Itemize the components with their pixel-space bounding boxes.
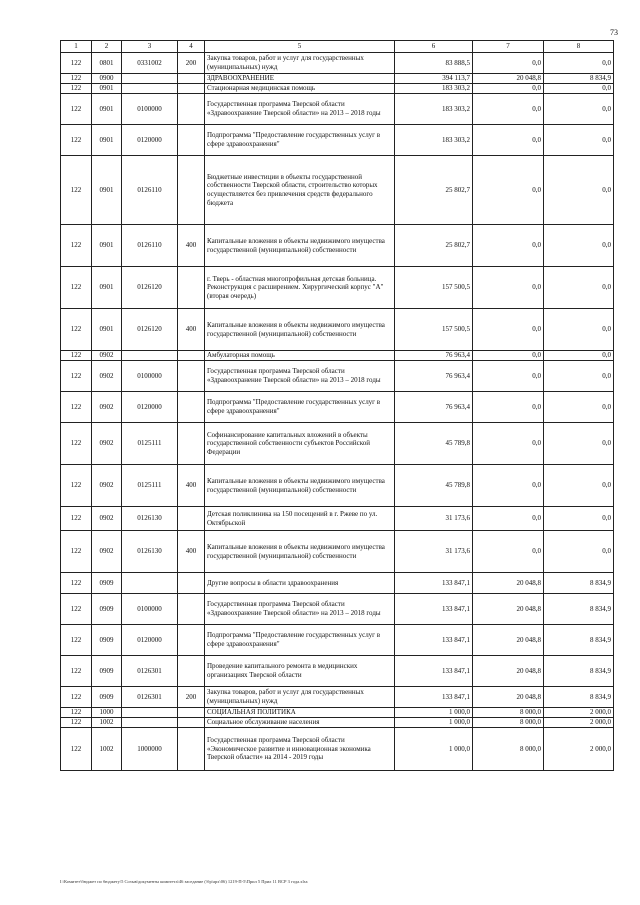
cell-section: 0902 — [92, 392, 122, 423]
table-row — [61, 531, 614, 573]
cell-target-item — [122, 573, 178, 594]
file-path-footer: I:\Комитет\бюджет по бюджету\5 Созыв\документы комитета\46 заседание (\бр\арх\06) 1219-П-5\Прил 5 Прил 11 ВСР 3 года.xlsx — [60, 879, 308, 884]
cell-expense-type — [178, 392, 205, 423]
cell-code: 122 — [61, 125, 92, 156]
cell-amount-8: 0,0 — [544, 225, 614, 267]
cell-section: 0901 — [92, 309, 122, 351]
cell-code: 122 — [61, 94, 92, 125]
table-row — [61, 392, 614, 423]
cell-expense-type — [178, 267, 205, 309]
cell-target-item — [122, 351, 178, 361]
table-row — [61, 74, 614, 84]
cell-section: 0909 — [92, 687, 122, 708]
cell-name: Другие вопросы в области здравоохранения — [205, 573, 395, 594]
cell-amount-7: 20 048,8 — [473, 625, 544, 656]
cell-code: 122 — [61, 267, 92, 309]
table-row — [61, 687, 614, 708]
cell-amount-6: 25 802,7 — [395, 156, 473, 225]
cell-amount-8: 0,0 — [544, 156, 614, 225]
cell-amount-7: 0,0 — [473, 507, 544, 531]
cell-name: г. Тверь - областная многопрофильная детская больница. Реконструкция с расширением. Хирургический корпус "А" (вторая очередь) — [205, 267, 395, 309]
cell-code: 122 — [61, 465, 92, 507]
header-col-1: 1 — [61, 41, 92, 53]
cell-amount-6: 183 303,2 — [395, 94, 473, 125]
cell-amount-7: 20 048,8 — [473, 656, 544, 687]
cell-expense-type — [178, 125, 205, 156]
cell-expense-type — [178, 708, 205, 718]
cell-section: 0901 — [92, 94, 122, 125]
cell-code: 122 — [61, 392, 92, 423]
cell-amount-7: 0,0 — [473, 94, 544, 125]
cell-amount-7: 20 048,8 — [473, 687, 544, 708]
cell-amount-8: 8 834,9 — [544, 594, 614, 625]
cell-expense-type — [178, 361, 205, 392]
cell-target-item: 0125111 — [122, 465, 178, 507]
cell-section: 0902 — [92, 507, 122, 531]
cell-name: Государственная программа Тверской области «Экономическое развитие и инновационная экономика Тверской области» на 2014 - 2019 годы — [205, 728, 395, 771]
cell-target-item: 0126130 — [122, 507, 178, 531]
cell-code: 122 — [61, 156, 92, 225]
cell-amount-6: 183 303,2 — [395, 125, 473, 156]
table-row — [61, 594, 614, 625]
cell-code: 122 — [61, 531, 92, 573]
cell-name: Амбулаторная помощь — [205, 351, 395, 361]
cell-name: Закупка товаров, работ и услуг для государственных (муниципальных) нужд — [205, 687, 395, 708]
cell-expense-type: 400 — [178, 465, 205, 507]
cell-code: 122 — [61, 573, 92, 594]
cell-amount-7: 0,0 — [473, 225, 544, 267]
table-row — [61, 656, 614, 687]
cell-expense-type: 400 — [178, 225, 205, 267]
cell-amount-8: 0,0 — [544, 423, 614, 465]
cell-target-item: 0126301 — [122, 687, 178, 708]
header-col-5: 5 — [205, 41, 395, 53]
cell-section: 0901 — [92, 125, 122, 156]
cell-target-item: 0100000 — [122, 594, 178, 625]
cell-amount-7: 8 000,0 — [473, 728, 544, 771]
cell-section: 0909 — [92, 656, 122, 687]
cell-amount-7: 0,0 — [473, 267, 544, 309]
cell-code: 122 — [61, 423, 92, 465]
table-row — [61, 225, 614, 267]
cell-expense-type: 400 — [178, 309, 205, 351]
cell-amount-6: 157 500,5 — [395, 267, 473, 309]
cell-target-item: 0120000 — [122, 625, 178, 656]
cell-amount-8: 2 000,0 — [544, 708, 614, 718]
cell-amount-7: 0,0 — [473, 125, 544, 156]
cell-amount-7: 0,0 — [473, 351, 544, 361]
cell-section: 0902 — [92, 531, 122, 573]
cell-section: 0902 — [92, 351, 122, 361]
cell-target-item: 0126301 — [122, 656, 178, 687]
cell-name: Государственная программа Тверской области «Здравоохранение Тверской области» на 2013 – 2018 годы — [205, 594, 395, 625]
cell-section: 0909 — [92, 573, 122, 594]
cell-target-item — [122, 84, 178, 94]
cell-amount-7: 8 000,0 — [473, 708, 544, 718]
cell-amount-8: 0,0 — [544, 351, 614, 361]
cell-amount-6: 83 888,5 — [395, 53, 473, 74]
cell-target-item: 0120000 — [122, 392, 178, 423]
table-row — [61, 361, 614, 392]
cell-target-item: 0120000 — [122, 125, 178, 156]
cell-amount-6: 157 500,5 — [395, 309, 473, 351]
cell-name: Капитальные вложения в объекты недвижимого имущества государственной (муниципальной) собственности — [205, 465, 395, 507]
cell-amount-7: 0,0 — [473, 309, 544, 351]
cell-amount-8: 0,0 — [544, 94, 614, 125]
cell-amount-8: 8 834,9 — [544, 656, 614, 687]
cell-amount-7: 20 048,8 — [473, 573, 544, 594]
header-col-2: 2 — [92, 41, 122, 53]
cell-amount-6: 25 802,7 — [395, 225, 473, 267]
cell-amount-7: 0,0 — [473, 53, 544, 74]
cell-amount-8: 8 834,9 — [544, 573, 614, 594]
cell-section: 0900 — [92, 74, 122, 84]
cell-code: 122 — [61, 728, 92, 771]
cell-amount-8: 2 000,0 — [544, 728, 614, 771]
cell-section: 0901 — [92, 267, 122, 309]
cell-amount-8: 0,0 — [544, 465, 614, 507]
table-row — [61, 465, 614, 507]
table-row — [61, 125, 614, 156]
cell-amount-7: 20 048,8 — [473, 594, 544, 625]
cell-amount-7: 0,0 — [473, 361, 544, 392]
header-col-7: 7 — [473, 41, 544, 53]
cell-name: Капитальные вложения в объекты недвижимого имущества государственной (муниципальной) собственности — [205, 225, 395, 267]
table-row — [61, 309, 614, 351]
cell-amount-8: 0,0 — [544, 361, 614, 392]
cell-code: 122 — [61, 708, 92, 718]
header-col-4: 4 — [178, 41, 205, 53]
cell-amount-7: 0,0 — [473, 84, 544, 94]
cell-target-item: 0126120 — [122, 267, 178, 309]
cell-amount-6: 133 847,1 — [395, 656, 473, 687]
cell-amount-6: 1 000,0 — [395, 728, 473, 771]
cell-target-item: 1000000 — [122, 728, 178, 771]
cell-code: 122 — [61, 507, 92, 531]
cell-amount-8: 2 000,0 — [544, 718, 614, 728]
table-row — [61, 156, 614, 225]
cell-name: Государственная программа Тверской области «Здравоохранение Тверской области» на 2013 – 2018 годы — [205, 361, 395, 392]
table-row — [61, 718, 614, 728]
cell-code: 122 — [61, 53, 92, 74]
cell-code: 122 — [61, 351, 92, 361]
cell-amount-8: 0,0 — [544, 531, 614, 573]
cell-name: Капитальные вложения в объекты недвижимого имущества государственной (муниципальной) собственности — [205, 309, 395, 351]
cell-name: Софинансирование капитальных вложений в объекты государственной собственности субъектов Российской Федерации — [205, 423, 395, 465]
cell-target-item: 0126120 — [122, 309, 178, 351]
table-row — [61, 573, 614, 594]
cell-expense-type — [178, 656, 205, 687]
cell-amount-7: 0,0 — [473, 392, 544, 423]
cell-expense-type — [178, 507, 205, 531]
cell-amount-7: 0,0 — [473, 423, 544, 465]
cell-section: 0801 — [92, 53, 122, 74]
cell-amount-6: 31 173,6 — [395, 507, 473, 531]
cell-expense-type: 400 — [178, 531, 205, 573]
cell-expense-type — [178, 718, 205, 728]
cell-target-item — [122, 708, 178, 718]
cell-amount-8: 8 834,9 — [544, 74, 614, 84]
cell-amount-6: 133 847,1 — [395, 625, 473, 656]
cell-amount-6: 76 963,4 — [395, 351, 473, 361]
table-row — [61, 728, 614, 771]
cell-code: 122 — [61, 625, 92, 656]
cell-target-item: 0100000 — [122, 94, 178, 125]
table-row — [61, 625, 614, 656]
cell-amount-8: 0,0 — [544, 84, 614, 94]
cell-target-item — [122, 74, 178, 84]
table-row — [61, 84, 614, 94]
cell-name: СОЦИАЛЬНАЯ ПОЛИТИКА — [205, 708, 395, 718]
cell-amount-8: 0,0 — [544, 507, 614, 531]
cell-amount-6: 394 113,7 — [395, 74, 473, 84]
cell-section: 0901 — [92, 156, 122, 225]
cell-section: 1002 — [92, 728, 122, 771]
cell-section: 0902 — [92, 361, 122, 392]
cell-target-item: 0331002 — [122, 53, 178, 74]
cell-expense-type: 200 — [178, 53, 205, 74]
cell-amount-7: 8 000,0 — [473, 718, 544, 728]
cell-expense-type — [178, 84, 205, 94]
cell-target-item: 0126110 — [122, 156, 178, 225]
header-row — [61, 41, 614, 53]
cell-expense-type — [178, 156, 205, 225]
table-row — [61, 94, 614, 125]
cell-section: 0901 — [92, 225, 122, 267]
cell-section: 0901 — [92, 84, 122, 94]
cell-code: 122 — [61, 84, 92, 94]
cell-amount-6: 76 963,4 — [395, 361, 473, 392]
cell-expense-type: 200 — [178, 687, 205, 708]
cell-amount-8: 8 834,9 — [544, 625, 614, 656]
cell-amount-8: 0,0 — [544, 309, 614, 351]
cell-section: 0902 — [92, 423, 122, 465]
cell-expense-type — [178, 74, 205, 84]
cell-amount-6: 76 963,4 — [395, 392, 473, 423]
table-row — [61, 53, 614, 74]
cell-expense-type — [178, 351, 205, 361]
cell-name: Социальное обслуживание населения — [205, 718, 395, 728]
cell-expense-type — [178, 625, 205, 656]
cell-name: Государственная программа Тверской области «Здравоохранение Тверской области» на 2013 – 2018 годы — [205, 94, 395, 125]
cell-expense-type — [178, 573, 205, 594]
header-col-8: 8 — [544, 41, 614, 53]
cell-code: 122 — [61, 656, 92, 687]
cell-expense-type — [178, 423, 205, 465]
cell-expense-type — [178, 94, 205, 125]
cell-amount-6: 45 789,8 — [395, 465, 473, 507]
page-number: 73 — [610, 28, 618, 37]
cell-section: 0902 — [92, 465, 122, 507]
cell-name: Закупка товаров, работ и услуг для государственных (муниципальных) нужд — [205, 53, 395, 74]
cell-amount-6: 133 847,1 — [395, 687, 473, 708]
cell-amount-6: 1 000,0 — [395, 718, 473, 728]
cell-code: 122 — [61, 594, 92, 625]
cell-amount-8: 0,0 — [544, 53, 614, 74]
cell-code: 122 — [61, 74, 92, 84]
table-row — [61, 708, 614, 718]
cell-amount-6: 133 847,1 — [395, 594, 473, 625]
cell-code: 122 — [61, 718, 92, 728]
cell-name: Подпрограмма "Предоставление государственных услуг в сфере здравоохранения" — [205, 392, 395, 423]
cell-amount-6: 1 000,0 — [395, 708, 473, 718]
cell-name: Подпрограмма "Предоставление государственных услуг в сфере здравоохранения" — [205, 125, 395, 156]
cell-target-item: 0125111 — [122, 423, 178, 465]
table-row — [61, 351, 614, 361]
cell-amount-7: 0,0 — [473, 531, 544, 573]
cell-section: 1002 — [92, 718, 122, 728]
cell-amount-6: 31 173,6 — [395, 531, 473, 573]
cell-amount-6: 183 303,2 — [395, 84, 473, 94]
cell-section: 0909 — [92, 625, 122, 656]
header-col-6: 6 — [395, 41, 473, 53]
cell-amount-8: 0,0 — [544, 125, 614, 156]
table-row — [61, 267, 614, 309]
cell-code: 122 — [61, 361, 92, 392]
cell-target-item: 0100000 — [122, 361, 178, 392]
cell-code: 122 — [61, 309, 92, 351]
cell-name: Подпрограмма "Предоставление государственных услуг в сфере здравоохранения" — [205, 625, 395, 656]
cell-name: Капитальные вложения в объекты недвижимого имущества государственной (муниципальной) собственности — [205, 531, 395, 573]
cell-name: Проведение капитального ремонта в медицинских организациях Тверской области — [205, 656, 395, 687]
cell-expense-type — [178, 594, 205, 625]
cell-section: 1000 — [92, 708, 122, 718]
cell-target-item: 0126110 — [122, 225, 178, 267]
cell-amount-6: 45 789,8 — [395, 423, 473, 465]
header-col-3: 3 — [122, 41, 178, 53]
cell-name: ЗДРАВООХРАНЕНИЕ — [205, 74, 395, 84]
cell-amount-7: 0,0 — [473, 156, 544, 225]
table-row — [61, 423, 614, 465]
cell-amount-6: 133 847,1 — [395, 573, 473, 594]
table-row — [61, 507, 614, 531]
budget-table — [60, 40, 614, 771]
cell-name: Стационарная медицинская помощь — [205, 84, 395, 94]
cell-name: Бюджетные инвестиции в объекты государственной собственности Тверской области, строительство которых осуществляется без привлечения средств федерального бюджета — [205, 156, 395, 225]
cell-target-item: 0126130 — [122, 531, 178, 573]
cell-amount-7: 0,0 — [473, 465, 544, 507]
cell-amount-8: 0,0 — [544, 267, 614, 309]
cell-code: 122 — [61, 225, 92, 267]
cell-amount-8: 0,0 — [544, 392, 614, 423]
cell-name: Детская поликлиника на 150 посещений в г. Ржеве по ул. Октябрьской — [205, 507, 395, 531]
cell-code: 122 — [61, 687, 92, 708]
cell-expense-type — [178, 728, 205, 771]
cell-amount-7: 20 048,8 — [473, 74, 544, 84]
cell-target-item — [122, 718, 178, 728]
cell-amount-8: 8 834,9 — [544, 687, 614, 708]
cell-section: 0909 — [92, 594, 122, 625]
